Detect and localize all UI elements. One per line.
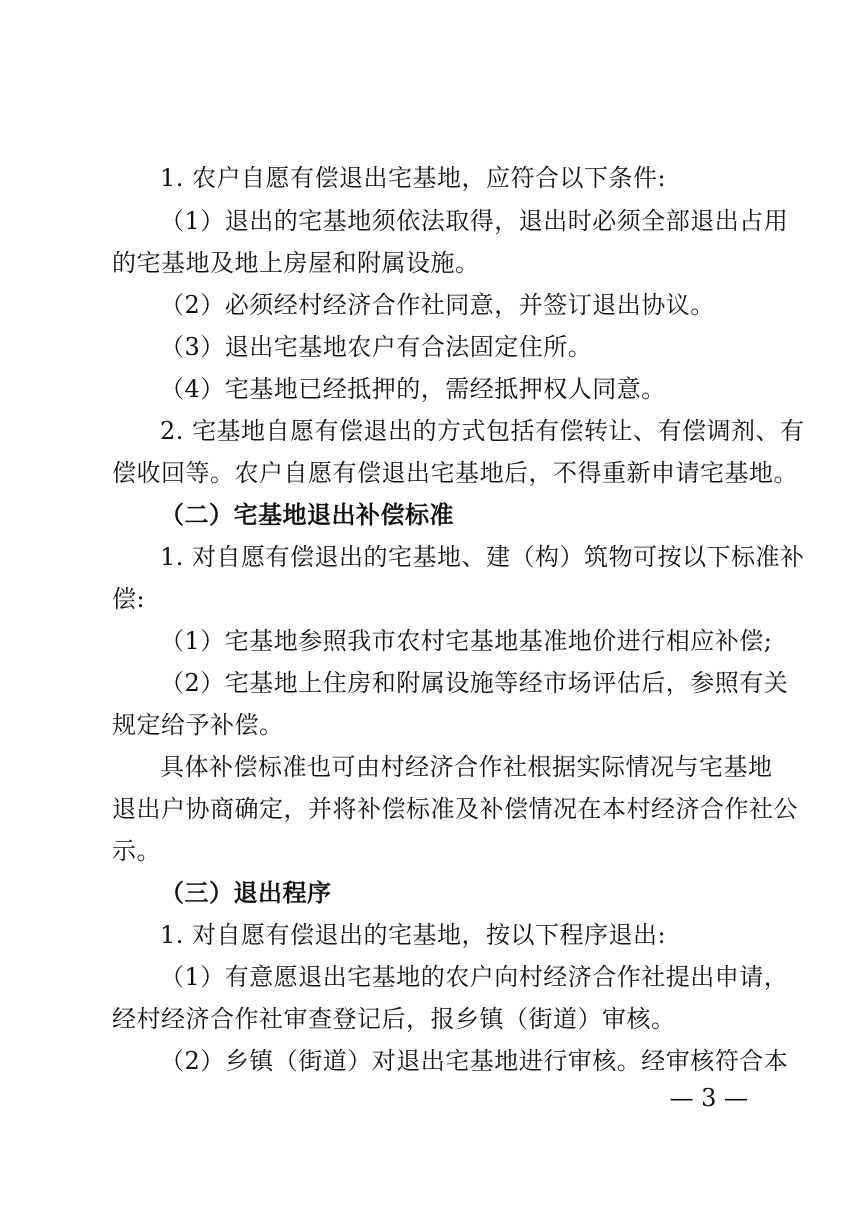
paragraph-line: 2. 宅基地自愿有偿退出的方式包括有偿转让、有偿调剂、有 (160, 417, 805, 445)
paragraph-line: （1）有意愿退出宅基地的农户向村经济合作社提出申请， (160, 963, 789, 991)
paragraph-line: （2）必须经村经济合作社同意，并签订退出协议。 (160, 291, 715, 319)
paragraph-line: 1. 对自愿有偿退出的宅基地，按以下程序退出: (160, 921, 667, 949)
paragraph-line: 退出户协商确定，并将补偿标准及补偿情况在本村经济合作社公 (112, 795, 798, 823)
paragraph-line: 1. 农户自愿有偿退出宅基地，应符合以下条件: (160, 164, 667, 192)
paragraph-line: （2）宅基地上住房和附属设施等经市场评估后，参照有关 (160, 669, 789, 697)
paragraph-line: 的宅基地及地上房屋和附属设施。 (112, 249, 480, 277)
paragraph-line: 1. 对自愿有偿退出的宅基地、建（构）筑物可按以下标准补 (160, 543, 805, 571)
paragraph-line: 示。 (112, 837, 161, 865)
page-number: — 3 — (669, 1084, 748, 1112)
paragraph-line: （3）退出宅基地农户有合法固定住所。 (160, 333, 593, 361)
paragraph-line: （4）宅基地已经抵押的，需经抵押权人同意。 (160, 375, 666, 403)
section-heading: （三）退出程序 (160, 878, 332, 907)
paragraph-line: （1）宅基地参照我市农村宅基地基准地价进行相应补偿; (160, 627, 773, 655)
paragraph-line: （2）乡镇（街道）对退出宅基地进行审核。经审核符合本 (160, 1047, 789, 1075)
paragraph-line: 经村经济合作社审查登记后，报乡镇（街道）审核。 (112, 1005, 676, 1033)
section-heading: （二）宅基地退出补偿标准 (160, 500, 454, 529)
paragraph-line: 偿: (112, 585, 146, 613)
paragraph-line: 具体补偿标准也可由村经济合作社根据实际情况与宅基地 (160, 753, 773, 781)
paragraph-line: 规定给予补偿。 (112, 711, 284, 739)
paragraph-line: （1）退出的宅基地须依法取得，退出时必须全部退出占用 (160, 207, 789, 235)
paragraph-line: 偿收回等。农户自愿有偿退出宅基地后，不得重新申请宅基地。 (112, 459, 798, 487)
